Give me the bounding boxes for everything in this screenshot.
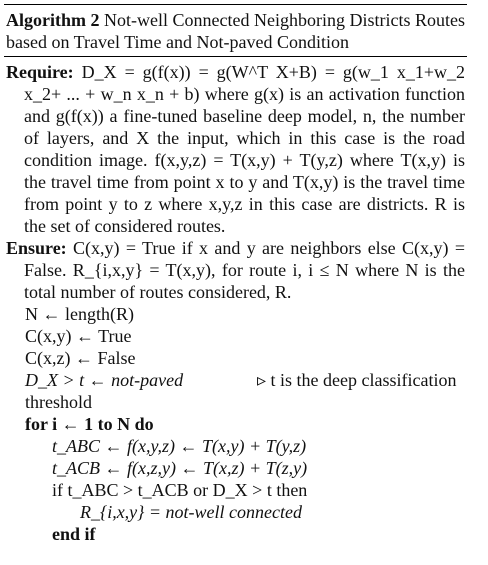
require-block	[6, 61, 465, 237]
end-if-text: end if	[52, 524, 96, 544]
for-loop-text: for i ← 1 to N do	[25, 414, 154, 434]
ensure-block	[6, 237, 465, 303]
comment-text: t is the deep classification	[270, 370, 457, 390]
threshold-wrap-placeholder: threshold	[25, 392, 92, 412]
ensure-text: C(x,y) = True if x and y are neighbors else C(x,y) = False. R_{i,x,y} = T(x,y), for route i, i ≤ N where N is the total number of routes considered, R.	[24, 238, 465, 302]
ensure-keyword: Ensure:	[6, 238, 67, 258]
step-assign-cxy: C(x,y) ← True	[25, 326, 132, 346]
algorithm-title-text: Not-well Connected Neighboring Districts Routes based on Travel Time and Not-paved Condition	[6, 10, 465, 52]
step-result: R_{i,x,y} = not-well connected	[80, 502, 302, 522]
require-text: D_X = g(f(x)) = g(W^T X+B) = g(w_1 x_1+w_2 x_2+ ... + w_n x_n + b) where g(x) is an activation function and g(f(x)) a fine-tuned baseline deep model, n, the number of layers, and X the input, which in this case is the road condition image. f(x,y,z) = T(x,y) + T(y,z) where T(x,y) is the travel time from point x to y and T(x,y) is the travel time from point y to z where x,y,z in this case are districts. R is the set of considered routes.	[24, 62, 465, 236]
algorithm-label: Algorithm 2	[6, 10, 100, 30]
require-keyword: Require:	[6, 62, 74, 82]
step-t-abc: t_ABC ← f(x,y,z) ← T(x,y) + T(y,z)	[52, 436, 307, 456]
algorithm-body	[4, 57, 467, 545]
algorithm-box	[4, 4, 467, 545]
step-assign-cxz: C(x,z) ← False	[25, 348, 136, 368]
step-threshold-comment: ▹ t is the deep classification	[257, 370, 457, 390]
step-assign-n: N ← length(R)	[25, 304, 134, 324]
step-if: if t_ABC > t_ACB or D_X > t then	[52, 480, 308, 500]
step-end-if	[6, 523, 465, 545]
step-t-acb: t_ACB ← f(x,z,y) ← T(x,z) + T(z,y)	[52, 458, 308, 478]
step-threshold-line	[6, 369, 465, 391]
algorithm-title	[4, 5, 467, 56]
step-for-loop	[6, 413, 465, 435]
step-threshold: D_X > t ← not-paved	[25, 370, 184, 390]
